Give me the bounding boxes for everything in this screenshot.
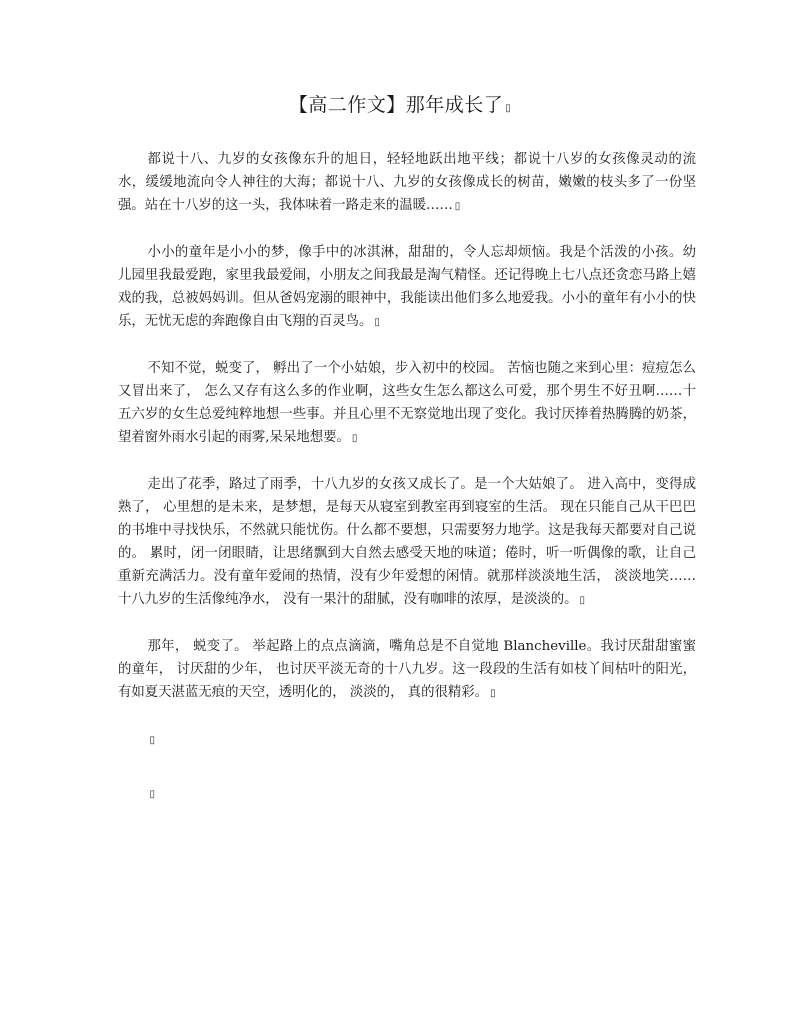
paragraph-mark-icon: ▯ — [505, 103, 512, 114]
paragraph-mark-icon: ▯ — [374, 317, 380, 328]
paragraph-mark-icon: ▯ — [579, 595, 586, 606]
title-text: 【高二作文】那年成长了 — [288, 94, 504, 116]
paragraph-5: 那年， 蜕变了。 举起路上的点点滴滴，嘴角总是不自觉地 Blancheville。我讨厌甜甜蜜蜜的童年， 讨厌甜的少年， 也讨厌平淡无奇的十八九岁。这一段段的生活有如枝丫间枯叶的阳光，有如夏天湛蓝无痕的天空，透明化的， 淡淡的， 真的很精彩。 ▯ — [118, 639, 696, 700]
paragraph-4: 走出了花季，路过了雨季，十八九岁的女孩又成长了。是一个大姑娘了。 进入高中，变得成熟了， 心里想的是未来，是梦想，是每天从寝室到教室再到寝室的生活。 现在只能自己从干巴巴的书堆中寻找快乐，不然就只能忧伤。什么都不要想，只需要努力地学。这是我每天都要对自己说的。 累时，闭一闭眼睛，让思绪飘到大自然去感受天地的味道；倦时，听一听偶像的歌，让自己重新充满活力。没有童年爱闹的热情，没有少年爱想的闲情。就那样淡淡地生活， 淡淡地笑……十八九岁的生活像纯净水， 没有一果汁的甜腻，没有咖啡的浓厚，是淡淡的。 ▯ — [118, 477, 696, 607]
paragraph-mark-icon: ▯ — [454, 201, 461, 212]
paragraph-3: 不知不觉，蜕变了， 孵出了一个小姑娘，步入初中的校园。 苦恼也随之来到心里：痘痘怎么又冒出来了， 怎么又存有这么多的作业啊，这些女生怎么都这么可爱，那个男生不好丑啊……十五六岁的女生总爱纯粹地想一些事。并且心里不无察觉地出现了变化。我讨厌捧着热腾腾的奶茶，望着窗外雨水引起的雨雾,呆呆地想要。 ▯ — [118, 361, 696, 445]
paragraph-1: 都说十八、九岁的女孩像东升的旭日，轻轻地跃出地平线；都说十八岁的女孩像灵动的流水，缓缓地流向令人神往的大海；都说十八、九岁的女孩像成长的树苗，嫩嫩的枝头多了一份坚强。站在十八岁的这一头，我体味着一路走来的温暖…… ▯ — [118, 152, 696, 213]
empty-paragraph-2 — [118, 782, 696, 806]
paragraph-mark-icon: ▯ — [149, 789, 155, 800]
paragraph-mark-icon: ▯ — [149, 735, 155, 746]
empty-paragraph-1 — [118, 728, 696, 752]
paragraph-mark-icon: ▯ — [490, 688, 496, 699]
paragraph-mark-icon: ▯ — [351, 433, 358, 444]
document-title — [0, 90, 800, 117]
document-body — [118, 148, 696, 836]
paragraph-2: 小小的童年是小小的梦，像手中的冰淇淋，甜甜的，令人忘却烦恼。我是个活泼的小孩。幼儿园里我最爱跑，家里我最爱闹，小朋友之间我最是淘气精怪。还记得晚上七八点还贪恋马路上嬉戏的我，总被妈妈训。但从爸妈宠溺的眼神中，我能读出他们多么地爱我。小小的童年有小小的快乐，无忧无虑的奔跑像自由飞翔的百灵鸟。 ▯ — [118, 245, 696, 329]
